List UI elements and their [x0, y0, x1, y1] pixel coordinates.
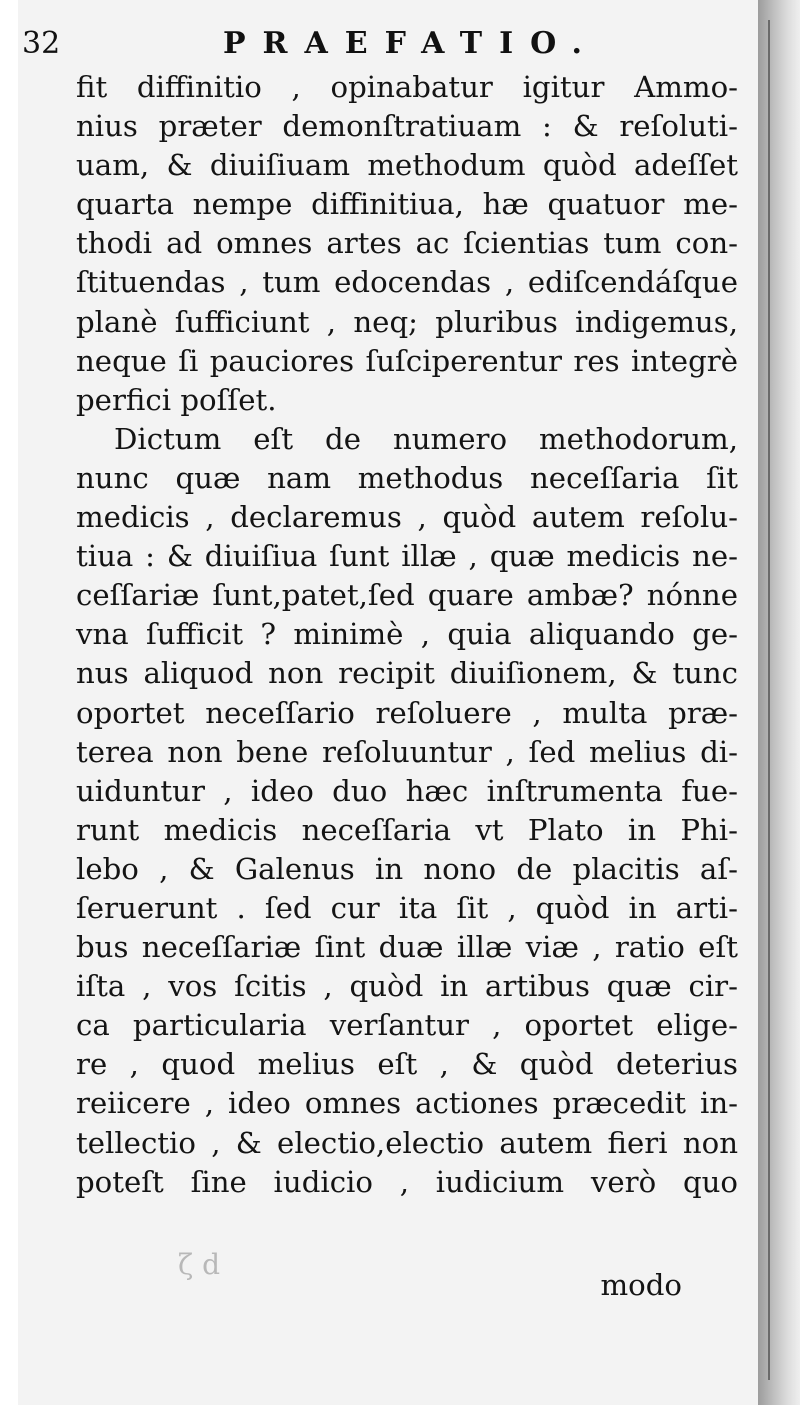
text-line: medicis , declaremus , quòd autem reſolu- — [76, 500, 738, 535]
book-spine-edge — [758, 0, 800, 1405]
text-line: Dictum eſt de numero methodorum, — [114, 421, 738, 456]
page-edge-line — [768, 20, 770, 1380]
text-line: nus aliquod non recipit diuiſionem, & tunc — [76, 656, 738, 691]
left-margin — [0, 0, 18, 1405]
text-line: reiicere , ideo omnes actiones præcedit in- — [76, 1086, 738, 1121]
text-line: fit diffinitio , opinabatur igitur Ammo- — [76, 70, 738, 104]
text-line: ſeruerunt . ſed cur ita ſit , quòd in arti- — [76, 890, 738, 925]
text-line: tellectio , & electio,electio autem fieri non — [76, 1125, 738, 1160]
text-line: ſtituendas , tum edocendas , ediſcendáſque — [76, 265, 738, 300]
text-line: ca particularia verſantur , oportet elige- — [76, 1008, 738, 1043]
text-line: tiua : & diuiſiua ſunt illæ , quæ medicis ne- — [76, 539, 738, 574]
text-line: re , quod melius eſt , & quòd deterius — [76, 1047, 738, 1082]
text-line: thodi ad omnes artes ac ſcientias tum con- — [76, 226, 738, 261]
text-line: perfici poſſet. — [76, 382, 277, 417]
text-line: nius præter demonſtratiuam : & reſoluti- — [76, 109, 738, 144]
text-line: neque ſi pauciores ſuſciperentur res integrè — [76, 343, 738, 378]
bleed-through-mark: ζ d — [178, 1248, 220, 1281]
body-text — [76, 68, 738, 1202]
text-line: lebo , & Galenus in nono de placitis aſ- — [76, 851, 738, 886]
text-line: runt medicis neceſſaria vt Plato in Phi- — [76, 812, 738, 847]
page-number: 32 — [22, 26, 61, 61]
book-page — [18, 0, 760, 1405]
text-line: planè ſufficiunt , neq; pluribus indigemus, — [76, 304, 738, 339]
text-line: vna ſufficit ? minimè , quia aliquando ge- — [76, 617, 738, 652]
text-line: uiduntur , ideo duo hæc inſtrumenta fue- — [76, 773, 738, 808]
text-line: quarta nempe diffinitiua, hæ quatuor me- — [76, 187, 738, 222]
catchword: modo — [600, 1268, 682, 1302]
text-line: terea non bene reſoluuntur , ſed melius di- — [76, 734, 738, 769]
text-line: ceſſariæ ſunt,patet,ſed quare ambæ? nónne — [76, 578, 738, 613]
text-line: oportet neceſſario reſoluere , multa præ- — [76, 695, 738, 730]
page-header — [18, 18, 758, 64]
text-line: iſta , vos ſcitis , quòd in artibus quæ cir- — [76, 969, 738, 1004]
text-line: uam, & diuiſiuam methodum quòd adeſſet — [76, 148, 738, 183]
text-line: poteſt ſine iudicio , iudicium verò quo — [76, 1164, 738, 1199]
text-line: bus neceſſariæ ſint duæ illæ viæ , ratio eſt — [76, 930, 738, 965]
running-head: PRAEFATIO. — [223, 26, 599, 61]
text-line: nunc quæ nam methodus neceſſaria ſit — [76, 460, 738, 495]
